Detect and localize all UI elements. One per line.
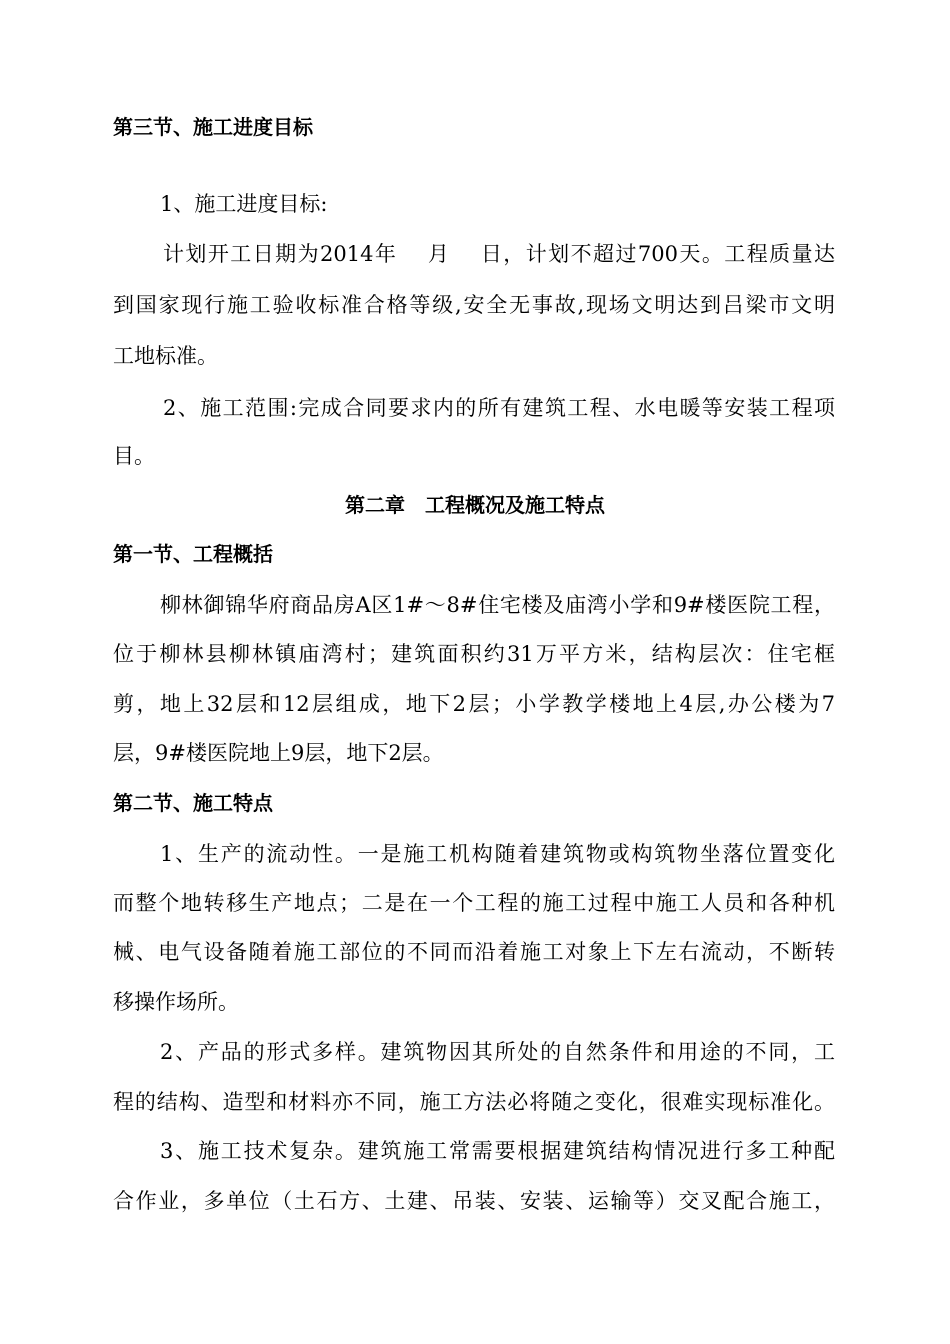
paragraph-line: 移操作场所。 [113, 990, 239, 1014]
chapter-title: 第二章 工程概况及施工特点 [345, 493, 605, 517]
paragraph-line: 工地标准。 [113, 344, 218, 368]
section-heading: 第一节、工程概括 [113, 542, 273, 566]
section-heading: 第三节、施工进度目标 [113, 115, 313, 139]
paragraph-line: 1、生产的流动性。一是施工机构随着建筑物或构筑物坐落位置变化 [160, 842, 835, 866]
paragraph-line: 位于柳林县柳林镇庙湾村；建筑面积约31万平方米，结构层次：住宅框 [113, 642, 835, 666]
paragraph-line: 械、电气设备随着施工部位的不同而沿着施工对象上下左右流动，不断转 [113, 940, 835, 964]
paragraph-line: 计划开工日期为2014年 月 日，计划不超过700天。工程质量达 [163, 242, 835, 266]
paragraph-line: 合作业，多单位（土石方、土建、吊装、安装、运输等）交叉配合施工， [113, 1189, 835, 1213]
paragraph-line: 目。 [113, 444, 155, 468]
paragraph-line: 2、产品的形式多样。建筑物因其所处的自然条件和用途的不同，工 [160, 1040, 835, 1064]
paragraph-line: 2、施工范围:完成合同要求内的所有建筑工程、水电暖等安装工程项 [163, 396, 835, 420]
paragraph-line: 程的结构、造型和材料亦不同，施工方法必将随之变化，很难实现标准化。 [113, 1090, 835, 1114]
paragraph-line: 层，9#楼医院地上9层，地下2层。 [113, 741, 444, 765]
item-label: 1、施工进度目标: [160, 192, 328, 216]
paragraph-line: 柳林御锦华府商品房A区1#～8#住宅楼及庙湾小学和9#楼医院工程， [160, 593, 835, 617]
paragraph-line: 到国家现行施工验收标准合格等级,安全无事故,现场文明达到吕梁市文明 [113, 293, 835, 317]
paragraph-line: 而整个地转移生产地点；二是在一个工程的施工过程中施工人员和各种机 [113, 891, 835, 915]
section-heading: 第二节、施工特点 [113, 791, 273, 815]
paragraph-line: 3、施工技术复杂。建筑施工常需要根据建筑结构情况进行多工种配 [160, 1139, 835, 1163]
paragraph-line: 剪，地上32层和12层组成，地下2层；小学教学楼地上4层,办公楼为7 [113, 692, 835, 716]
